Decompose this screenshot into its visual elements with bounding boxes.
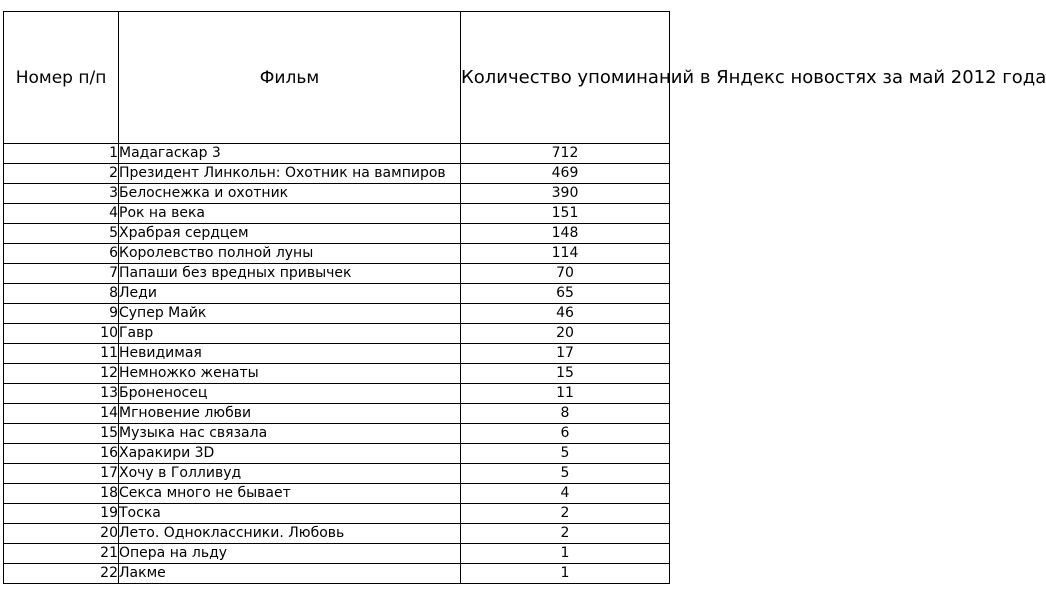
row-film: Супер Майк: [119, 304, 461, 324]
row-film: Тоска: [119, 504, 461, 524]
table-row: [4, 504, 670, 524]
table-row: [4, 524, 670, 544]
row-number: 12: [4, 364, 119, 384]
row-number: 9: [4, 304, 119, 324]
row-film: Броненосец: [119, 384, 461, 404]
row-count: 8: [461, 404, 670, 424]
header-number: Номер п/п: [4, 12, 119, 144]
header-row: [4, 12, 670, 144]
table-row: [4, 424, 670, 444]
row-number: 1: [4, 144, 119, 164]
row-film: Харакири 3D: [119, 444, 461, 464]
header-count: Количество упоминаний в Яндекс новостях за май 2012 года: [461, 12, 670, 144]
header-film: Фильм: [119, 12, 461, 144]
row-film: Опера на льду: [119, 544, 461, 564]
row-film: Лакме: [119, 564, 461, 584]
row-number: 14: [4, 404, 119, 424]
table-row: [4, 404, 670, 424]
row-count: 70: [461, 264, 670, 284]
row-film: Лето. Одноклассники. Любовь: [119, 524, 461, 544]
row-count: 114: [461, 244, 670, 264]
row-number: 10: [4, 324, 119, 344]
row-film: Мадагаскар 3: [119, 144, 461, 164]
row-count: 15: [461, 364, 670, 384]
row-film: Леди: [119, 284, 461, 304]
table-row: [4, 204, 670, 224]
table-row: [4, 284, 670, 304]
table-row: [4, 324, 670, 344]
row-count: 2: [461, 504, 670, 524]
row-number: 4: [4, 204, 119, 224]
table-row: [4, 164, 670, 184]
row-count: 11: [461, 384, 670, 404]
table-row: [4, 544, 670, 564]
table-row: [4, 224, 670, 244]
film-mentions-table: [3, 11, 1046, 584]
table-row: [4, 184, 670, 204]
table-row: [4, 344, 670, 364]
table-row: [4, 144, 670, 164]
table-row: [4, 444, 670, 464]
row-number: 5: [4, 224, 119, 244]
row-film: Секса много не бывает: [119, 484, 461, 504]
row-number: 17: [4, 464, 119, 484]
row-number: 6: [4, 244, 119, 264]
row-number: 21: [4, 544, 119, 564]
row-count: 4: [461, 484, 670, 504]
row-number: 8: [4, 284, 119, 304]
row-count: 46: [461, 304, 670, 324]
row-count: 390: [461, 184, 670, 204]
row-film: Невидимая: [119, 344, 461, 364]
row-count: 2: [461, 524, 670, 544]
row-number: 19: [4, 504, 119, 524]
row-number: 20: [4, 524, 119, 544]
row-number: 3: [4, 184, 119, 204]
row-film: Белоснежка и охотник: [119, 184, 461, 204]
row-number: 18: [4, 484, 119, 504]
row-film: Рок на века: [119, 204, 461, 224]
table-body: [4, 144, 670, 584]
row-film: Королевство полной луны: [119, 244, 461, 264]
row-count: 20: [461, 324, 670, 344]
table-row: [4, 304, 670, 324]
row-count: 1: [461, 544, 670, 564]
row-film: Президент Линкольн: Охотник на вампиров: [119, 164, 461, 184]
row-count: 5: [461, 444, 670, 464]
row-count: 17: [461, 344, 670, 364]
table-row: [4, 464, 670, 484]
table-row: [4, 384, 670, 404]
row-film: Мгновение любви: [119, 404, 461, 424]
row-count: 148: [461, 224, 670, 244]
row-number: 2: [4, 164, 119, 184]
row-film: Хочу в Голливуд: [119, 464, 461, 484]
table-row: [4, 484, 670, 504]
row-count: 469: [461, 164, 670, 184]
row-film: Гавр: [119, 324, 461, 344]
row-number: 22: [4, 564, 119, 584]
row-number: 15: [4, 424, 119, 444]
row-count: 1: [461, 564, 670, 584]
row-number: 11: [4, 344, 119, 364]
row-film: Папаши без вредных привычек: [119, 264, 461, 284]
table-row: [4, 264, 670, 284]
table-row: [4, 564, 670, 584]
row-film: Немножко женаты: [119, 364, 461, 384]
row-count: 151: [461, 204, 670, 224]
table-row: [4, 364, 670, 384]
row-number: 7: [4, 264, 119, 284]
row-count: 65: [461, 284, 670, 304]
row-film: Храбрая сердцем: [119, 224, 461, 244]
row-count: 5: [461, 464, 670, 484]
row-count: 712: [461, 144, 670, 164]
row-count: 6: [461, 424, 670, 444]
table-row: [4, 244, 670, 264]
row-number: 16: [4, 444, 119, 464]
row-film: Музыка нас связала: [119, 424, 461, 444]
row-number: 13: [4, 384, 119, 404]
